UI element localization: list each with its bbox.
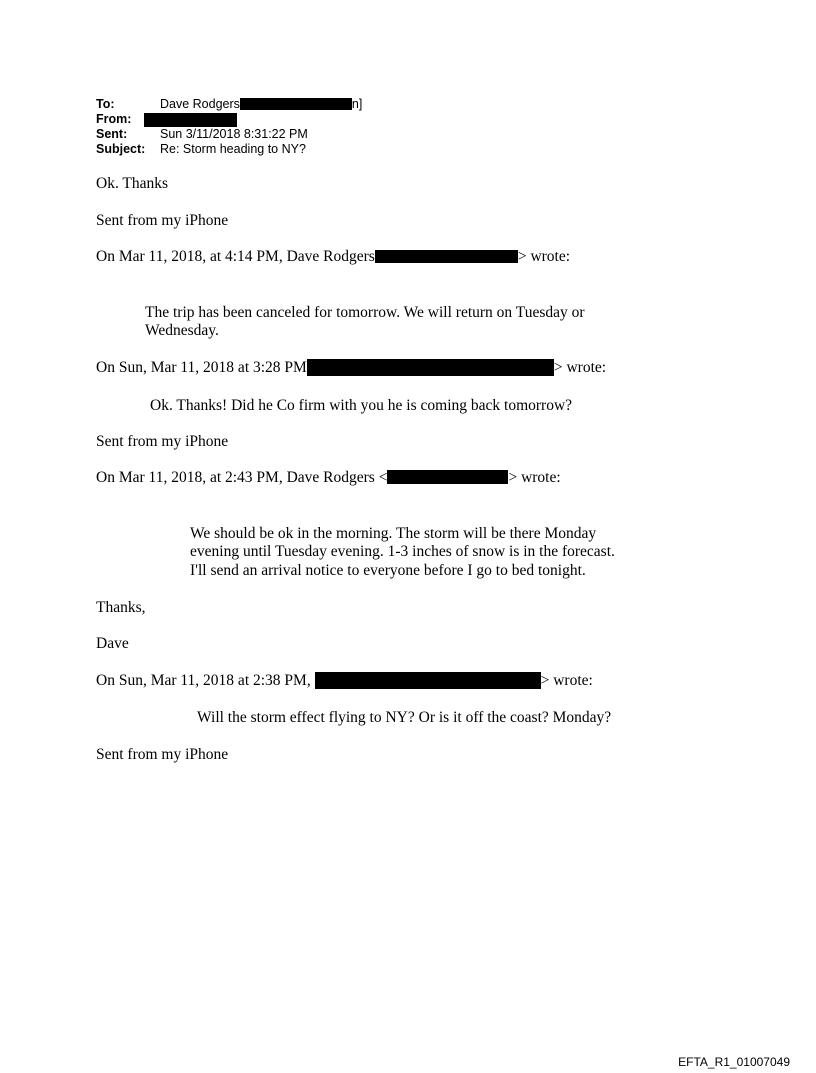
sender-name: Dave bbox=[96, 635, 129, 652]
message-line: evening until Tuesday evening. 1-3 inches of snow is in the forecast. bbox=[190, 543, 615, 560]
to-value bbox=[160, 97, 362, 112]
redaction-block bbox=[240, 98, 352, 110]
redaction-block bbox=[315, 672, 541, 689]
quote-header-prefix: On Sun, Mar 11, 2018 at 3:28 PM bbox=[96, 359, 307, 376]
from-label: From: bbox=[96, 112, 132, 126]
document-id: EFTA_R1_01007049 bbox=[678, 1055, 790, 1069]
message-line: Will the storm effect flying to NY? Or is it off the coast? Monday? bbox=[197, 709, 612, 726]
message-line: The trip has been canceled for tomorrow. We will return on Tuesday or bbox=[145, 304, 585, 321]
quote-header bbox=[96, 247, 570, 266]
message-line: We should be ok in the morning. The storm will be there Monday bbox=[190, 525, 597, 542]
quote-header-suffix: > wrote: bbox=[553, 359, 607, 376]
quote-header-prefix: On Mar 11, 2018, at 4:14 PM, Dave Rodgers bbox=[96, 248, 375, 265]
redaction-block bbox=[387, 470, 508, 484]
sent-from-iphone: Sent from my iPhone bbox=[96, 212, 229, 229]
message-line: I'll send an arrival notice to everyone before I go to bed tonight. bbox=[190, 562, 586, 579]
quote-header-prefix: On Sun, Mar 11, 2018 at 2:38 PM, bbox=[96, 672, 311, 689]
thanks-text: Thanks, bbox=[96, 599, 146, 616]
message-line: Wednesday. bbox=[145, 322, 219, 339]
subject-value: Re: Storm heading to NY? bbox=[160, 142, 306, 156]
to-suffix: n] bbox=[351, 97, 363, 111]
redaction-block bbox=[144, 113, 237, 127]
quote-header-prefix: On Mar 11, 2018, at 2:43 PM, Dave Rodgers < bbox=[96, 469, 388, 486]
sent-from-iphone: Sent from my iPhone bbox=[96, 433, 229, 450]
quote-header bbox=[96, 671, 593, 690]
quote-header-suffix: > wrote: bbox=[508, 469, 561, 486]
reply-text: Ok. Thanks bbox=[96, 175, 169, 192]
quote-header-suffix: > wrote: bbox=[517, 248, 571, 265]
redaction-block bbox=[307, 359, 554, 376]
to-label: To: bbox=[96, 97, 115, 111]
sent-value: Sun 3/11/2018 8:31:22 PM bbox=[160, 127, 308, 141]
quote-header-suffix: > wrote: bbox=[540, 672, 593, 689]
subject-label: Subject: bbox=[96, 142, 146, 156]
redaction-block bbox=[375, 250, 518, 263]
to-name: Dave Rodgers bbox=[160, 97, 240, 111]
quote-header bbox=[96, 358, 606, 377]
sent-label: Sent: bbox=[96, 127, 128, 141]
message-line: Ok. Thanks! Did he Co firm with you he is coming back tomorrow? bbox=[150, 397, 573, 414]
quote-header bbox=[96, 468, 561, 487]
sent-from-iphone: Sent from my iPhone bbox=[96, 746, 229, 763]
